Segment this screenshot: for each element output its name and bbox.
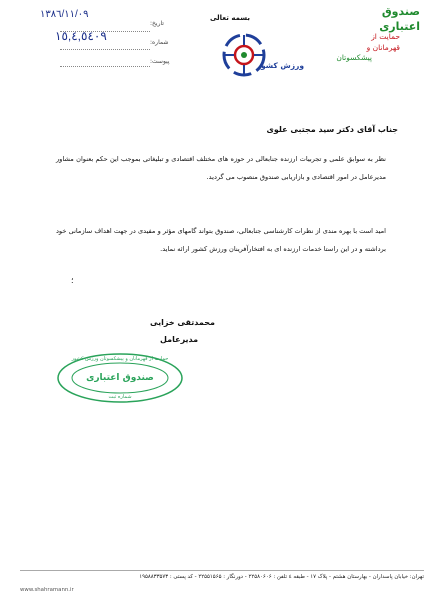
signatory-name: محمدتقی خزایی [150,318,215,327]
number-line [60,49,150,50]
org-name-line-4: قهرمانان و [366,43,400,52]
organization-logo [214,32,274,78]
org-name-line-1: صندوق [381,5,420,18]
number-label: شماره: [150,39,169,46]
number-value: ١٥,٤,٥٤٠٩ [55,29,107,43]
salutation: جناب آقای دکتر سید مجتبی علوی [266,125,398,134]
stamp-main-text: صندوق اعتباری [86,373,154,383]
org-name-line-6: ورزش کشور [256,61,304,70]
paragraph-1: نظر به سوابق علمی و تجربیات ارزنده جنابعالی در حوزه های مختلف اقتصادی و تبلیغاتی بموجب این حکم بعنوان مشاور مدیرعامل در امور اقتصادی و بازاریابی صندوق منصوب می گردید. [56,155,386,181]
signatory-title: مدیرعامل [160,335,199,344]
stamp-ring-text: حمایت از قهرمانان و پیشکسوتان ورزش کشور [71,356,169,362]
attachment-label: پیوست: [150,58,170,65]
footer-address: تهران: خیابان پاسداران - بهارستان هشتم - پلاک ۱۷ - طبقه ٤ تلفن : ۲۲۵۸۰۶۰۶ - دورنگار : ۲۲۵۵۱۵۶۵ - کد پستی : ۱۹۵۸۸۳۳۵۷۳ [139,574,424,580]
paragraph-2: امید است با بهره مندی از نظرات کارشناسی جنابعالی، صندوق بتواند گامهای مؤثر و مفیدی در جهت اهداف سازمانی خود برداشته و در این راستا خدمات ارزنده ای به افتخارآفرینان ورزش کشور ارائه نماید. [56,227,386,253]
org-name-line-5: پیشکسوتان [336,53,372,62]
official-stamp [55,352,185,404]
stamp-reg-text: شماره ثبت [108,394,132,400]
footer-divider [20,570,424,571]
attachment-line [60,66,150,67]
handwritten-mark: ؛ [71,276,74,285]
org-name-line-2: اعتباری [379,20,420,33]
bismillah-heading: بسمه تعالی [209,14,251,22]
org-name-line-3: حمایت از [371,32,400,41]
footer-website: www.shahramann.ir [20,587,74,593]
date-value: ١٣٨٦/١١/٠٩ [40,9,89,20]
date-label: تاریخ: [150,20,164,27]
